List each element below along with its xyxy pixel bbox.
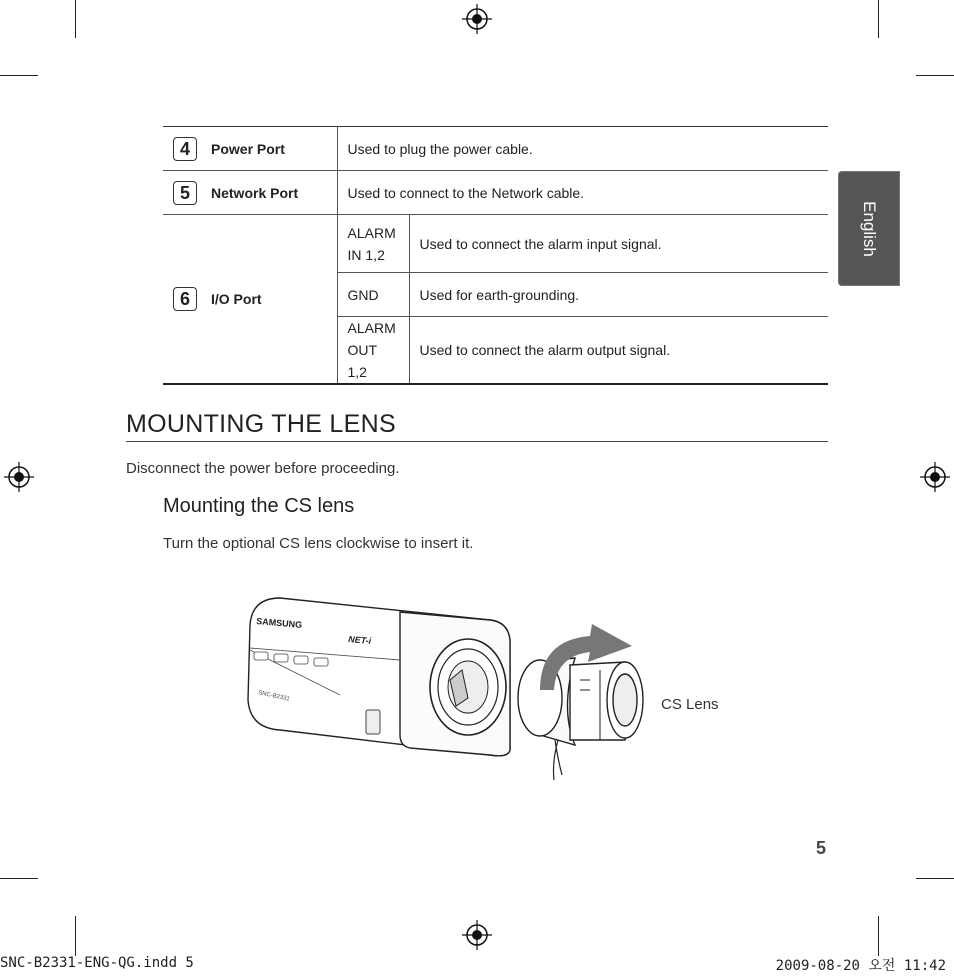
camera-brand-text: SAMSUNG — [255, 616, 303, 631]
crop-mark — [878, 916, 879, 956]
registration-mark-icon — [4, 462, 34, 492]
port-number-badge: 5 — [173, 181, 197, 205]
registration-mark-icon — [462, 4, 492, 34]
io-signal-label: ALARM OUT 1,2 — [337, 317, 409, 385]
table-row — [163, 127, 828, 171]
port-description: Used to connect to the Network cable. — [337, 171, 828, 215]
crop-mark — [0, 75, 38, 76]
page-number: 5 — [816, 838, 827, 858]
crop-mark — [916, 878, 954, 879]
io-signal-description: Used to connect the alarm output signal. — [409, 317, 828, 385]
crop-mark — [878, 0, 879, 38]
io-signal-description: Used to connect the alarm input signal. — [409, 215, 828, 273]
footer-timestamp: 2009-08-20 오전 11:42 — [775, 958, 946, 974]
port-name: I/O Port — [211, 291, 262, 307]
crop-mark — [75, 0, 76, 38]
registration-mark-icon — [920, 462, 950, 492]
io-signal-description: Used for earth-grounding. — [409, 273, 828, 317]
port-description: Used to plug the power cable. — [337, 127, 828, 171]
crop-mark — [0, 878, 38, 879]
port-number-badge: 6 — [173, 287, 197, 311]
subsection-title: Mounting the CS lens — [163, 495, 355, 517]
camera-lens-illustration — [240, 590, 660, 790]
port-name: Power Port — [211, 140, 285, 157]
language-tab — [838, 171, 900, 286]
table-row — [163, 215, 828, 273]
camera-model-text: SNC-B2331 — [257, 690, 291, 703]
table-row — [163, 171, 828, 215]
language-tab-label: English — [860, 201, 879, 257]
registration-mark-icon — [462, 920, 492, 950]
instruction-text: Turn the optional CS lens clockwise to insert it. — [163, 535, 474, 552]
camera-front-lens-mount — [430, 639, 506, 735]
section-title: MOUNTING THE LENS — [126, 410, 828, 442]
camera-connector — [366, 710, 380, 734]
crop-mark — [916, 75, 954, 76]
crop-mark — [75, 916, 76, 956]
intro-text: Disconnect the power before proceeding. — [126, 460, 400, 477]
port-name: Network Port — [211, 184, 299, 201]
port-number-badge: 4 — [173, 137, 197, 161]
camera-logo-text: NET-i — [347, 634, 372, 646]
io-signal-label: ALARM IN 1,2 — [337, 215, 409, 273]
ports-table — [163, 126, 828, 385]
cs-lens-label: CS Lens — [661, 696, 719, 713]
io-signal-label: GND — [337, 273, 409, 317]
footer-file-name: SNC-B2331-ENG-QG.indd 5 — [0, 955, 194, 971]
cs-lens-body — [518, 658, 643, 780]
